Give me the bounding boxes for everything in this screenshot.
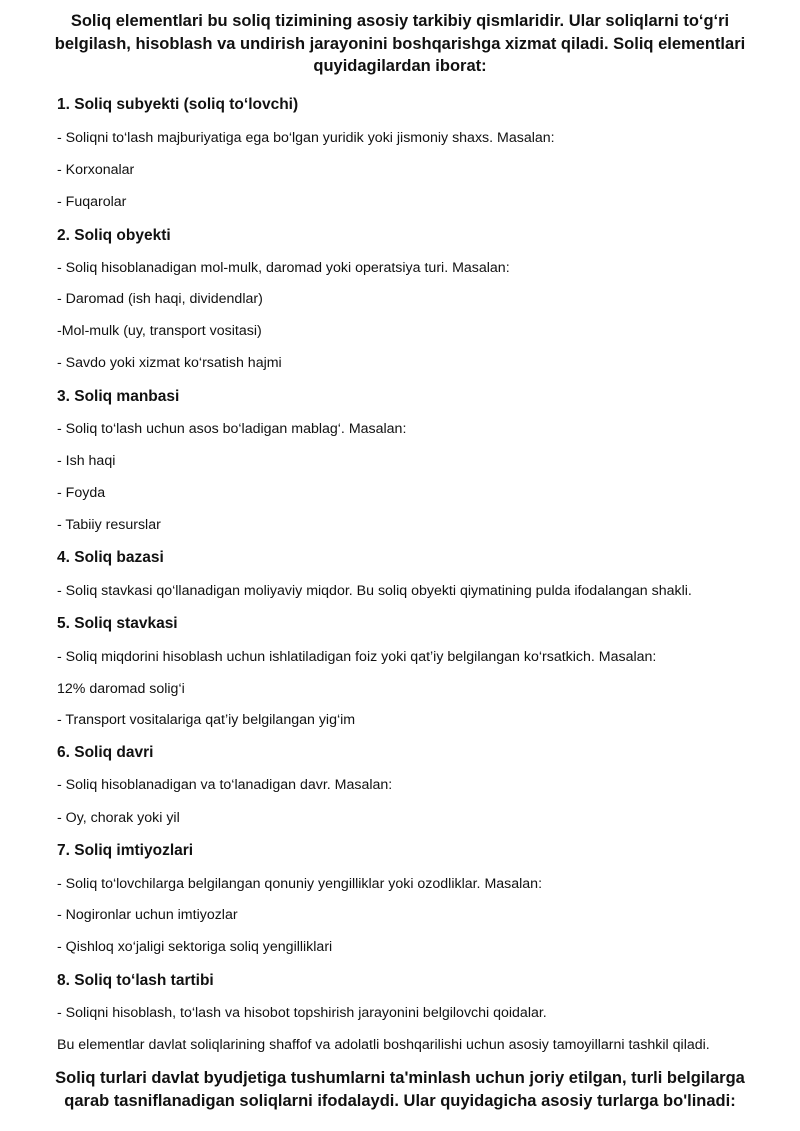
section-5-line-3: - Transport vositalariga qat’iy belgilangan yig‘im [57,712,356,728]
section-3-line-2: - Ish haqi [57,453,116,469]
section-5-line-2: 12% daromad solig‘i [57,681,185,697]
section-heading-5: 5. Soliq stavkasi [57,615,178,632]
section-1-line-3: - Fuqarolar [57,194,127,210]
outro-paragraph: Soliq turlari davlat byudjetiga tushumlarni ta'minlash uchun joriy etilgan, turli belgilarga qarab tasniflanadigan soliqlarni ifodalaydi. Ular quyidagicha asosiy turlarga bo'linadi: [55,1069,745,1110]
section-2-line-4: - Savdo yoki xizmat ko‘rsatish hajmi [57,355,282,371]
section-2-line-3: -Mol-mulk (uy, transport vositasi) [57,323,262,339]
section-8-line-1: - Soliqni hisoblash, to‘lash va hisobot topshirish jarayonini belgilovchi qoidalar. [57,1005,547,1021]
section-heading-3: 3. Soliq manbasi [57,388,180,405]
intro-paragraph: Soliq elementlari bu soliq tizimining asosiy tarkibiy qismlaridir. Ular soliqlarni to‘g‘ri belgilash, hisoblash va undirish jarayonini boshqarishga xizmat qiladi. Soliq elementlari quyidagilardan iborat: [54,12,746,75]
section-2-line-2: - Daromad (ish haqi, dividendlar) [57,291,263,307]
section-1-line-2: - Korxonalar [57,162,135,178]
section-3-line-4: - Tabiiy resurslar [57,517,161,533]
section-heading-7: 7. Soliq imtiyozlari [57,842,194,859]
section-7-line-1: - Soliq to‘lovchilarga belgilangan qonuniy yengilliklar yoki ozodliklar. Masalan: [57,876,543,892]
section-3-line-3: - Foyda [57,485,106,501]
section-5-line-1: - Soliq miqdorini hisoblash uchun ishlatiladigan foiz yoki qat’iy belgilangan ko‘rsatkich. Masalan: [57,649,657,665]
section-1-line-1: - Soliqni to‘lash majburiyatiga ega bo‘lgan yuridik yoki jismoniy shaxs. Masalan: [57,130,555,146]
section-heading-4: 4. Soliq bazasi [57,549,164,566]
section-6-line-2: - Oy, chorak yoki yil [57,810,180,826]
section-heading-6: 6. Soliq davri [57,744,154,761]
section-heading-8: 8. Soliq to‘lash tartibi [57,972,214,989]
section-7-line-2: - Nogironlar uchun imtiyozlar [57,907,238,923]
section-heading-1: 1. Soliq subyekti (soliq to‘lovchi) [57,96,299,113]
section-7-line-3: - Qishloq xo‘jaligi sektoriga soliq yengilliklari [57,939,333,955]
section-heading-2: 2. Soliq obyekti [57,227,171,244]
section-4-line-1: - Soliq stavkasi qo‘llanadigan moliyaviy miqdor. Bu soliq obyekti qiymatining pulda ifodalangan shakli. [57,583,692,599]
section-3-line-1: - Soliq to‘lash uchun asos bo‘ladigan mablag‘. Masalan: [57,421,407,437]
section-6-line-1: - Soliq hisoblanadigan va to‘lanadigan davr. Masalan: [57,777,393,793]
section-2-line-1: - Soliq hisoblanadigan mol-mulk, daromad yoki operatsiya turi. Masalan: [57,260,510,276]
section-8-line-2: Bu elementlar davlat soliqlarining shaffof va adolatli boshqarilishi uchun asosiy tamoyillarni tashkil qiladi. [57,1037,710,1053]
